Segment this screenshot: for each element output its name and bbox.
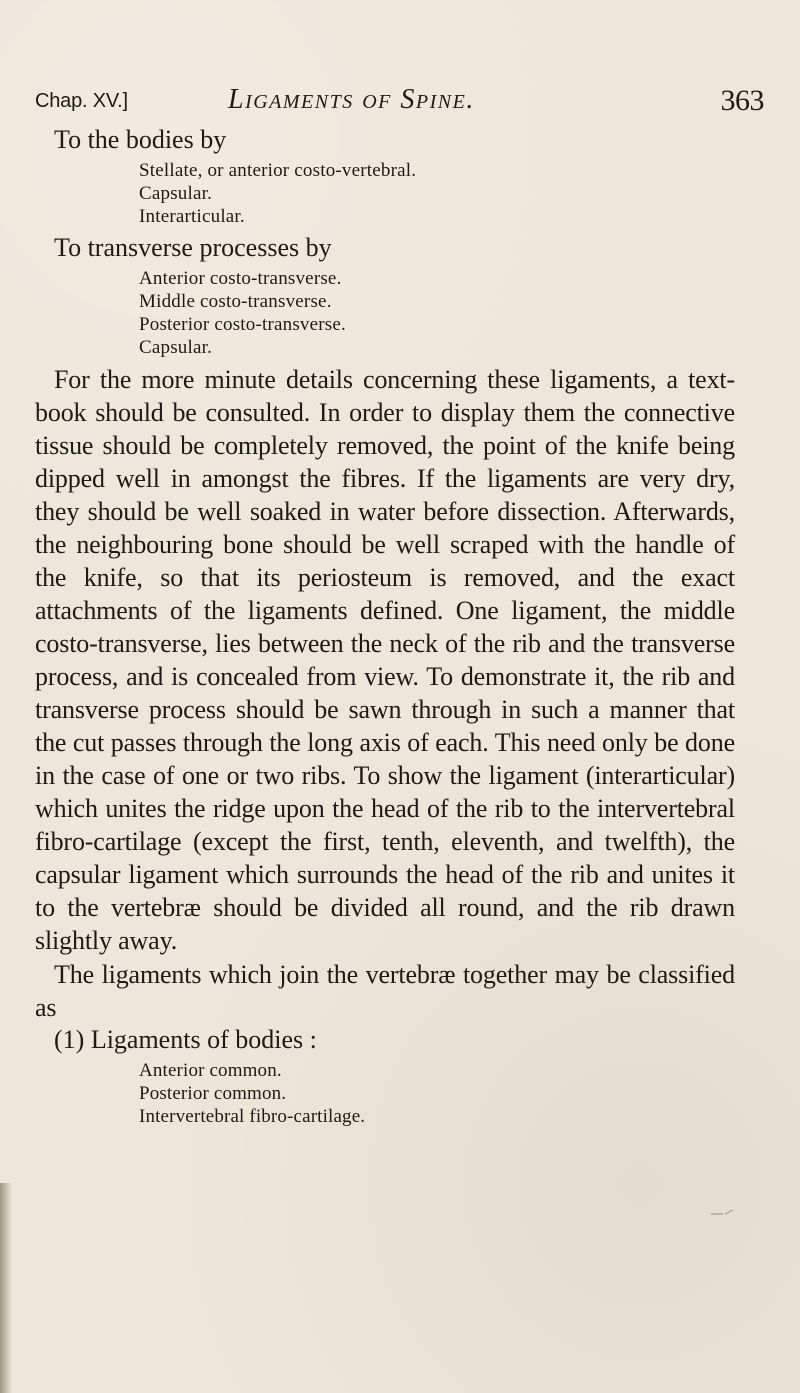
running-title: Ligaments of Spine. [228,84,475,115]
ligament-list-transverse [139,267,735,359]
list-item: Posterior common. [139,1083,287,1104]
main-paragraph: For the more minute details concerning these ligaments, a text-book should be consulted. In order to display them the connective tissue should be completely removed, the point of the knife being dipped well in amongst the fibres. If the ligaments are very dry, they should be well soaked in water before dissection. Afterwards, the neighbouring bone should be well scraped with the handle of the knife, so that its periosteum is removed, and the exact attachments of the ligaments defined. One ligament, the middle costo-transverse, lies between the neck of the rib and the transverse process, and is concealed from view. To demonstrate it, the rib and transverse process should be sawn through in such a manner that the cut passes through the long axis of each. This need only be done in the case of one or two ribs. To show the ligament (interarticular) which unites the ridge upon the head of the rib to the intervertebral fibro-cartilage (except the first, tenth, eleventh, and twelfth), the capsular ligament which surrounds the head of the rib and unites it to the vertebræ should be divided all round, and the rib drawn slightly away. [35,365,735,955]
classification-paragraph: The ligaments which join the vertebræ together may be classified as [35,960,735,1022]
page-edge-shadow [0,1183,12,1393]
list-item: Capsular. [139,337,213,358]
list-item: Stellate, or anterior costo-vertebral. [139,160,417,181]
list-item: Anterior common. [139,1060,282,1081]
list-item: Interarticular. [139,206,245,227]
ligament-list-bodies [139,159,735,228]
list-item: Intervertebral fibro-cartilage. [139,1106,366,1127]
ligaments-of-bodies-heading: (1) Ligaments of bodies : [54,1025,317,1054]
list-item: Capsular. [139,183,213,204]
chapter-label: Chap. XV.] [35,90,128,112]
section-title-bodies: To the bodies by [54,125,227,154]
list-item: Anterior costo-transverse. [139,268,342,289]
page-header [35,84,764,124]
print-mark [711,1208,734,1216]
list-item: Middle costo-transverse. [139,291,332,312]
page-content [35,124,735,1128]
section-title-transverse: To transverse processes by [54,233,332,262]
page-number: 363 [720,84,764,117]
bodies-ligament-list [139,1059,735,1128]
list-item: Posterior costo-transverse. [139,314,346,335]
